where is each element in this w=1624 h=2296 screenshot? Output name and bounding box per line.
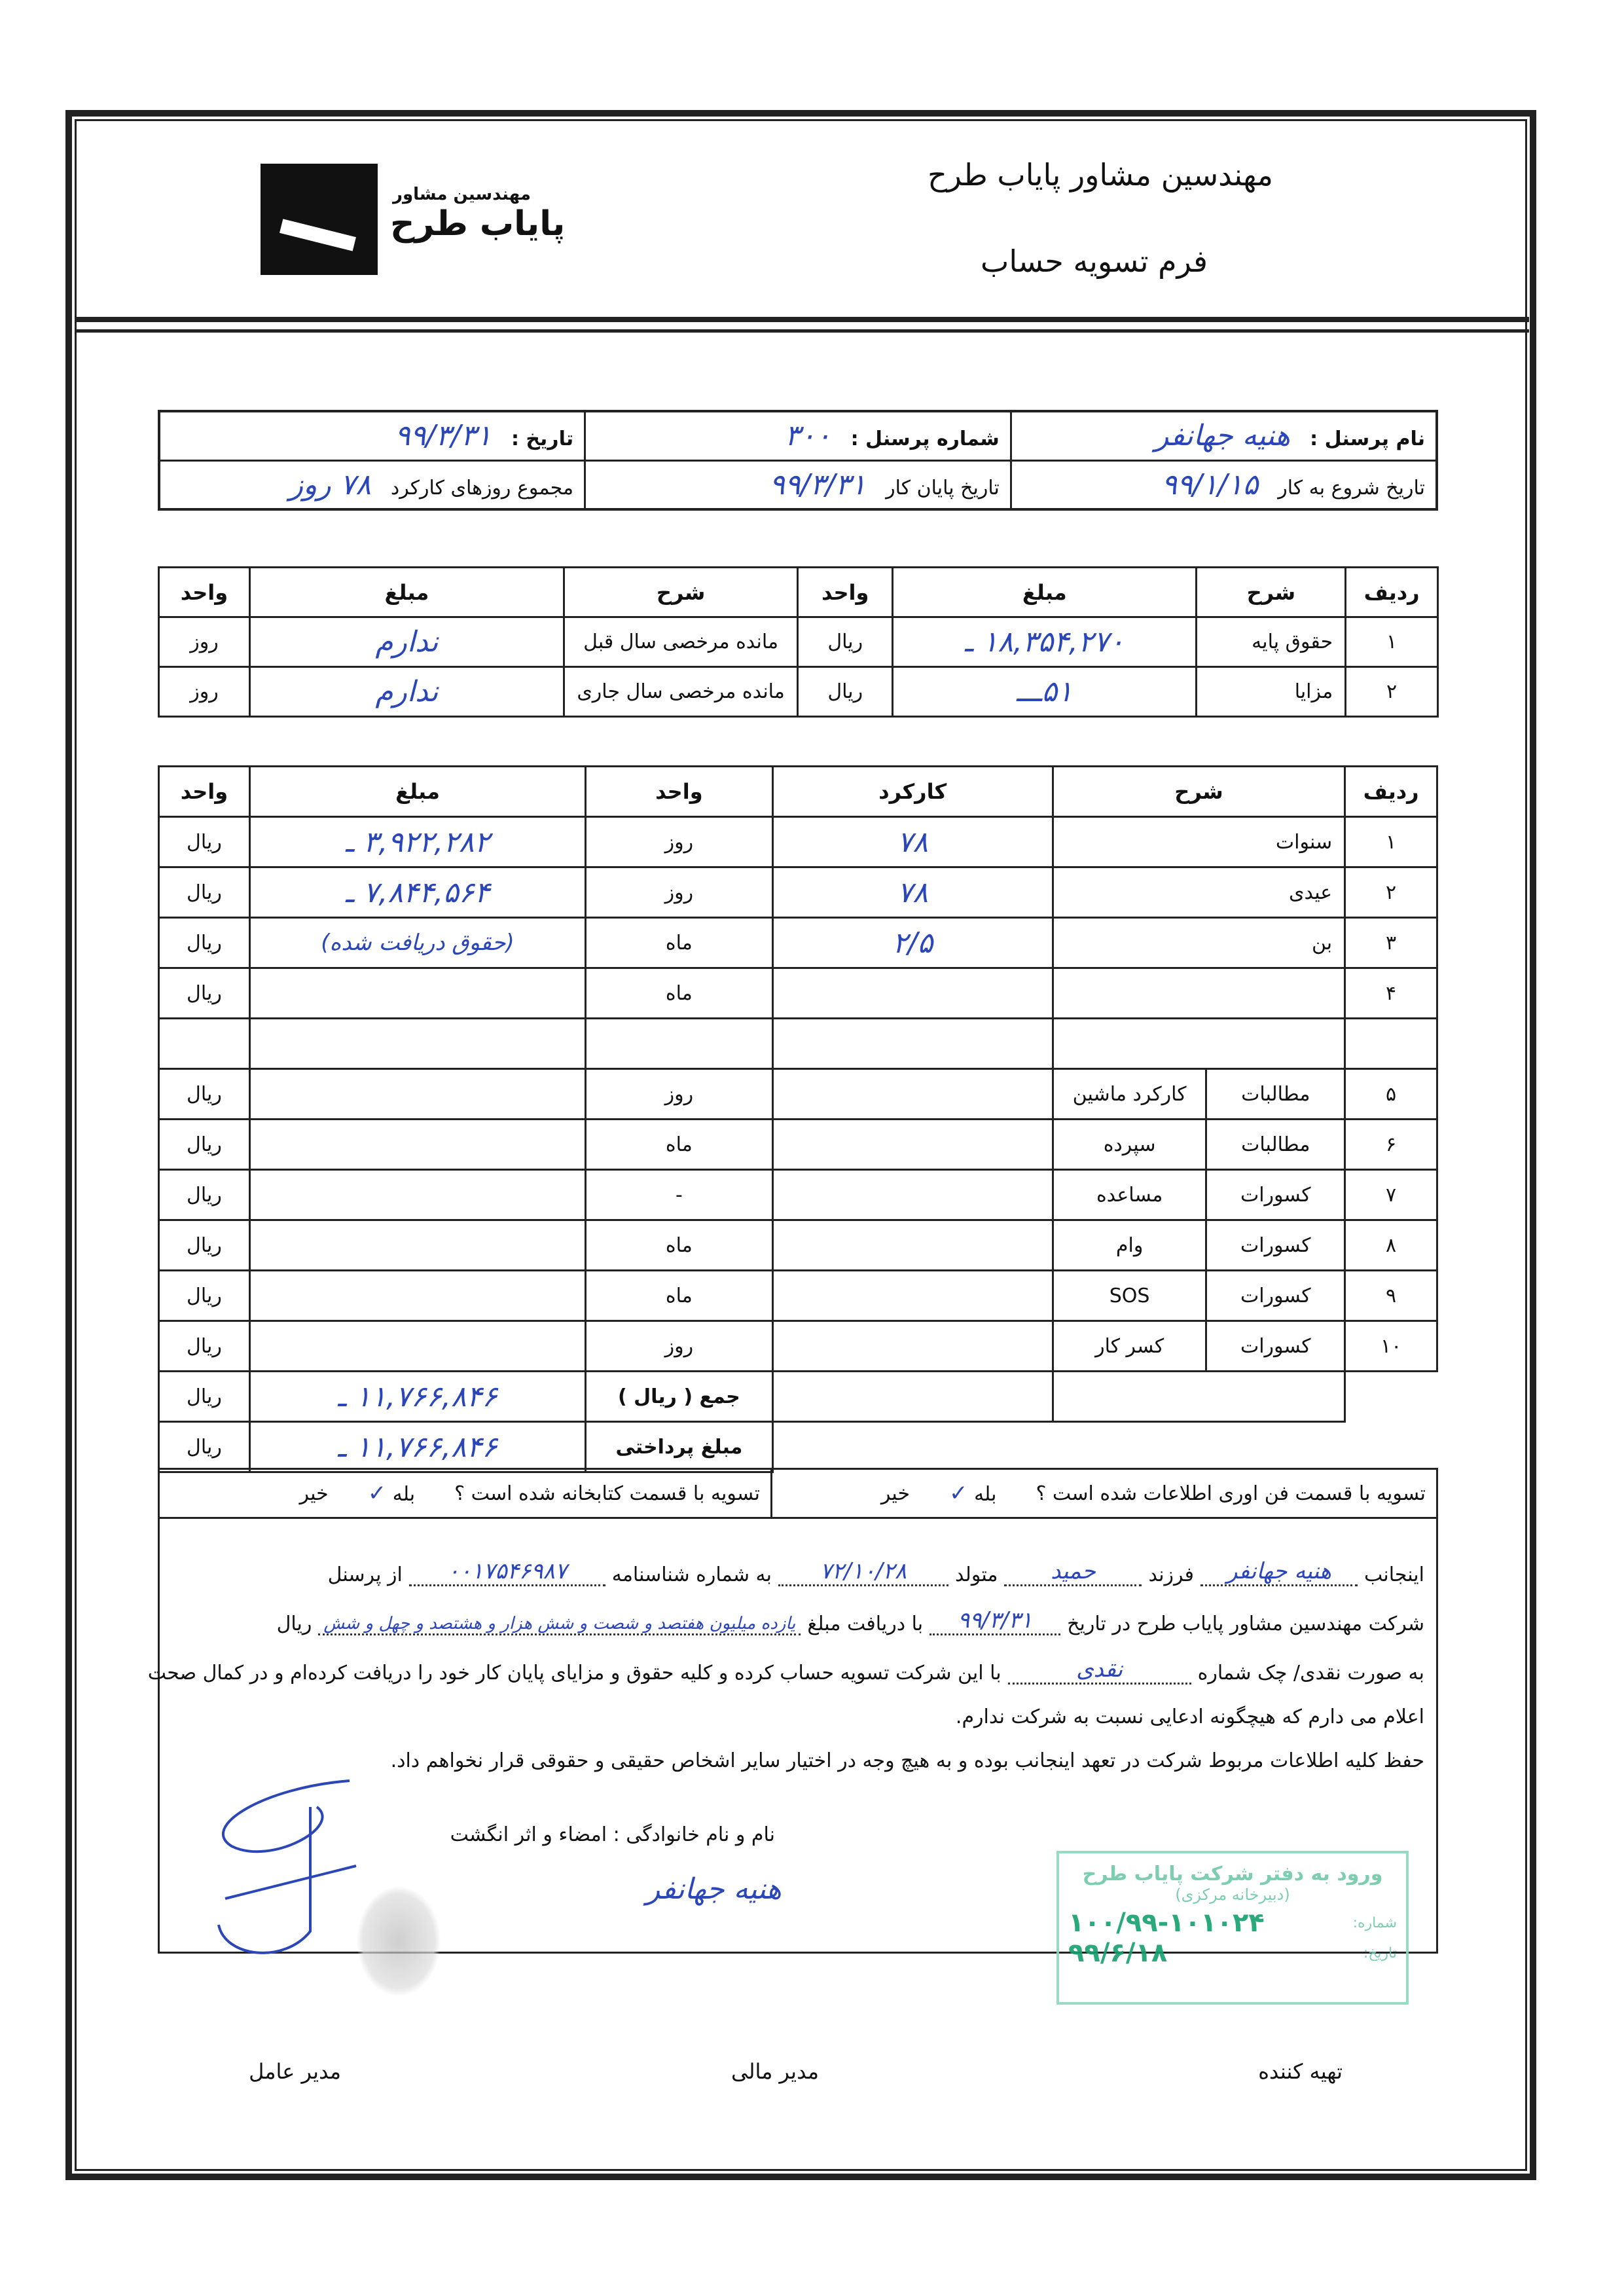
finance-manager-label: مدیر مالی (731, 2059, 819, 2084)
statement-text: به شماره شناسنامه (611, 1563, 772, 1586)
row-currency: ریال (159, 1170, 250, 1220)
name-cell[interactable] (1011, 411, 1437, 460)
row-currency: ریال (159, 1120, 250, 1170)
stamp-title: ورود به دفتر شرکت پایاب طرح (1082, 1863, 1383, 1886)
row-category: مطالبات (1206, 1069, 1345, 1120)
row-amount[interactable]: ۳,۹۲۲,۲۸۲ ـ (249, 817, 585, 867)
check-mark-icon: ✓ (367, 1480, 387, 1506)
sum-row (159, 1372, 1437, 1422)
settlement-items-table (158, 765, 1438, 1473)
start-label: تاریخ شروع به کار (1278, 476, 1425, 500)
row-number: ۳ (1345, 918, 1437, 968)
row-amount[interactable]: ندارم (249, 617, 564, 667)
registry-stamp (1056, 1851, 1409, 2005)
col-header: مبلغ (249, 767, 585, 817)
row-worked[interactable] (772, 968, 1053, 1019)
row-unit: روز (586, 867, 773, 918)
row-number: ۸ (1345, 1220, 1437, 1271)
statement-text: از پرسنل (327, 1563, 403, 1586)
payment-label: مبلغ پرداختی (586, 1422, 773, 1472)
col-header: ردیف (1346, 568, 1438, 617)
row-category: کسورات (1206, 1220, 1345, 1271)
table-row (159, 918, 1437, 968)
row-number: ۱۰ (1345, 1321, 1437, 1372)
yes-label: بله (392, 1483, 416, 1506)
pnum-value: ۳۰۰ (784, 419, 831, 453)
row-amount[interactable]: (حقوق دریافت شده) (249, 918, 585, 968)
days-label: مجموع روزهای کارکرد (390, 476, 574, 500)
row-desc: مزایا (1197, 667, 1346, 717)
row-currency: ریال (159, 918, 250, 968)
row-unit: ریال (798, 617, 893, 667)
row-worked[interactable]: ۷۸ (772, 867, 1053, 918)
row-currency (159, 1019, 250, 1069)
yes-label: بله (974, 1483, 997, 1506)
it-question: تسویه با قسمت فن اوری اطلاعات شده است ؟ (1036, 1482, 1426, 1505)
statement-text: متولد (954, 1563, 998, 1586)
row-unit: ماه (586, 1271, 773, 1321)
row-amount[interactable]: ندارم (249, 667, 564, 717)
salary-leave-table (158, 566, 1439, 718)
stamp-subtitle: (دبیرخانه مرکزی) (1175, 1886, 1290, 1904)
col-header: واحد (159, 767, 250, 817)
row-number: ۲ (1345, 867, 1437, 918)
row-unit: - (586, 1170, 773, 1220)
row-currency: ریال (159, 1271, 250, 1321)
row-desc: مساعده (1053, 1170, 1206, 1220)
row-unit: روز (586, 1069, 773, 1120)
row-number: ۲ (1346, 667, 1438, 717)
company-name: مهندسین مشاور پایاب طرح (928, 157, 1273, 192)
row-worked[interactable] (772, 1069, 1053, 1120)
row-unit: ماه (586, 918, 773, 968)
table-row (159, 1019, 1437, 1069)
table-row (159, 1120, 1437, 1170)
signature-label: نام و نام خانوادگی : امضاء و اثر انگشت (450, 1823, 775, 1846)
row-number: ۱ (1345, 817, 1437, 867)
row-desc: بن (1053, 918, 1344, 968)
statement-text: با این شرکت تسویه حساب کرده و کلیه حقوق و مزایای پایان کار خود را دریافت کرده‌ام و در کمال صحت (147, 1662, 1001, 1685)
table-row (159, 1220, 1437, 1271)
handwritten-name: هنیه جهانفر (645, 1872, 782, 1906)
statement-text: شرکت مهندسین مشاور پایاب طرح در تاریخ (1067, 1613, 1424, 1635)
row-currency: ریال (159, 968, 250, 1019)
end-label: تاریخ پایان کار (886, 476, 1000, 500)
row-amount[interactable] (249, 1170, 585, 1220)
end-cell[interactable] (585, 460, 1011, 509)
stamp-date: ۹۹/۶/۱۸ (1068, 1938, 1168, 1968)
stamp-number: ۱۰۰/۹۹-۱۰۱۰۲۴ (1068, 1908, 1265, 1938)
payment-method-field[interactable]: نقدی (1008, 1656, 1191, 1685)
row-worked[interactable] (772, 1120, 1053, 1170)
sum-currency: ریال (159, 1372, 250, 1422)
row-amount[interactable] (249, 1069, 585, 1120)
date-cell[interactable] (159, 411, 585, 460)
payment-row (159, 1422, 1437, 1472)
table-row (159, 1069, 1437, 1120)
date-value: ۹۹/۳/۳۱ (395, 419, 492, 453)
employee-name-field[interactable]: هنیه جهانفر (1200, 1558, 1358, 1586)
row-desc: SOS (1053, 1271, 1206, 1321)
date-label: تاریخ : (511, 428, 574, 451)
row-amount[interactable] (249, 1120, 585, 1170)
col-header: شرح (1053, 767, 1344, 817)
pnum-label: شماره پرسنل : (850, 428, 1000, 451)
row-number: ۵ (1345, 1069, 1437, 1120)
row-desc (1053, 1019, 1344, 1069)
row-amount[interactable] (249, 968, 585, 1019)
col-header: مبلغ (249, 568, 564, 617)
table-row (159, 617, 1438, 667)
check-mark-icon: ✓ (949, 1480, 968, 1506)
it-no-option[interactable]: خیر (880, 1482, 911, 1505)
fingerprint-icon (356, 1886, 441, 1997)
row-currency: ریال (159, 1069, 250, 1120)
clearance-row (158, 1468, 1438, 1519)
birth-date-field[interactable]: ۷۲/۱۰/۲۸ (778, 1558, 948, 1586)
sum-label: جمع ( ریال ) (586, 1372, 773, 1422)
father-name-field[interactable]: حمید (1004, 1558, 1142, 1586)
name-label: نام پرسنل : (1310, 428, 1425, 451)
preparer-signature-label: تهیه کننده (1258, 2059, 1343, 2084)
col-header: ردیف (1345, 767, 1437, 817)
row-unit: ریال (798, 667, 893, 717)
statement-text: ریال (276, 1613, 312, 1635)
statement-text: به صورت نقدی/ چک شماره (1197, 1662, 1424, 1685)
row-currency: ریال (159, 867, 250, 918)
row-desc: سپرده (1053, 1120, 1206, 1170)
row-unit: روز (586, 1321, 773, 1372)
employee-info-table (158, 410, 1438, 511)
row-number: ۱ (1346, 617, 1438, 667)
row-desc: کسر کار (1053, 1321, 1206, 1372)
row-currency: ریال (159, 817, 250, 867)
row-unit: ماه (586, 968, 773, 1019)
table-row (159, 1321, 1437, 1372)
row-desc: حقوق پایه (1197, 617, 1346, 667)
library-yes-option[interactable] (368, 1480, 415, 1506)
amount-words-field[interactable]: یازده میلیون هفتصد و شصت و شش هزار و هشتصد و چهل و شش (318, 1614, 801, 1635)
row-unit: روز (159, 667, 250, 717)
start-value: ۹۹/۱/۱۵ (1161, 467, 1259, 501)
end-value: ۹۹/۳/۳۱ (769, 467, 867, 501)
col-header: واحد (159, 568, 250, 617)
statement-text: اینجانب (1363, 1563, 1424, 1586)
row-desc: عیدی (1053, 867, 1344, 918)
row-desc: مانده مرخصی سال جاری (564, 667, 797, 717)
row-number: ۹ (1345, 1271, 1437, 1321)
library-no-option[interactable]: خیر (299, 1482, 329, 1505)
row-currency: ریال (159, 1220, 250, 1271)
table-row (159, 1271, 1437, 1321)
stamp-number-label: شماره: (1352, 1914, 1397, 1931)
row-currency: ریال (159, 1321, 250, 1372)
days-cell[interactable] (159, 460, 585, 509)
col-header: کارکرد (772, 767, 1053, 817)
row-worked[interactable] (772, 1271, 1053, 1321)
table-row (159, 667, 1438, 717)
statement-text: حفظ کلیه اطلاعات مربوط شرکت در تعهد اینجانب بوده و به هیچ وجه در اختیار سایر اشخاص حقیقی و حقوقی قرار نخواهم داد. (390, 1749, 1424, 1772)
logo-subtext: مهندسین مشاور (393, 185, 531, 204)
row-category: کسورات (1206, 1170, 1345, 1220)
row-category: کسورات (1206, 1271, 1345, 1321)
statement-text: فرزند (1148, 1563, 1194, 1586)
col-header: مبلغ (893, 568, 1197, 617)
row-unit: روز (586, 817, 773, 867)
row-number (1345, 1019, 1437, 1069)
row-unit: روز (159, 617, 250, 667)
sum-value[interactable]: ۱۱,۷۶۶,۸۴۶ ـ (249, 1372, 585, 1422)
payment-value[interactable]: ۱۱,۷۶۶,۸۴۶ ـ (249, 1422, 585, 1472)
row-category: مطالبات (1206, 1120, 1345, 1170)
row-amount[interactable] (249, 1220, 585, 1271)
row-desc: وام (1053, 1220, 1206, 1271)
row-unit: ماه (586, 1220, 773, 1271)
id-number-field[interactable]: ۰۰۱۷۵۴۶۹۸۷ (409, 1558, 605, 1586)
ceo-label: مدیر عامل (249, 2059, 341, 2084)
it-yes-option[interactable] (949, 1480, 996, 1506)
row-worked[interactable]: ۷۸ (772, 817, 1053, 867)
library-question: تسویه با قسمت کتابخانه شده است ؟ (454, 1482, 760, 1505)
row-unit (586, 1019, 773, 1069)
row-desc (1053, 968, 1344, 1019)
logo-text: پایاب طرح (390, 204, 566, 244)
statement-text: با دریافت مبلغ (807, 1613, 924, 1635)
table-row (159, 867, 1437, 918)
row-amount[interactable]: ۱۸,۳۵۴,۲۷۰ ـ (893, 617, 1197, 667)
library-clearance (160, 1470, 770, 1517)
table-row (159, 968, 1437, 1019)
row-amount[interactable] (249, 1321, 585, 1372)
row-desc: کارکرد ماشین (1053, 1069, 1206, 1120)
row-amount[interactable]: ۷,۸۴۴,۵۶۴ ـ (249, 867, 585, 918)
row-category: کسورات (1206, 1321, 1345, 1372)
start-cell[interactable] (1011, 460, 1437, 509)
col-header: شرح (1197, 568, 1346, 617)
days-value: ۷۸ روز (289, 467, 371, 501)
row-worked[interactable] (772, 1170, 1053, 1220)
row-desc: سنوات (1053, 817, 1344, 867)
table-row (159, 1170, 1437, 1220)
settlement-date-field[interactable]: ۹۹/۳/۳۱ (929, 1607, 1060, 1635)
row-unit: ماه (586, 1120, 773, 1170)
row-worked[interactable]: ۲/۵ (772, 918, 1053, 968)
row-worked[interactable] (772, 1019, 1053, 1069)
table-row (159, 817, 1437, 867)
row-number: ۷ (1345, 1170, 1437, 1220)
company-logo (261, 164, 378, 275)
row-worked[interactable] (772, 1220, 1053, 1271)
col-header: واحد (798, 568, 893, 617)
it-clearance (770, 1470, 1436, 1517)
row-number: ۴ (1345, 968, 1437, 1019)
row-amount[interactable] (249, 1019, 585, 1069)
form-title: فرم تسویه حساب (981, 244, 1208, 279)
row-amount[interactable] (249, 1271, 585, 1321)
name-value: هنیه جهانفر (1155, 419, 1291, 453)
col-header: شرح (564, 568, 797, 617)
payment-currency: ریال (159, 1422, 250, 1472)
statement-text: اعلام می دارم که هیچگونه ادعایی نسبت به شرکت ندارم. (955, 1705, 1424, 1728)
stamp-date-label: تاریخ: (1363, 1944, 1397, 1961)
pnum-cell[interactable] (585, 411, 1011, 460)
row-worked[interactable] (772, 1321, 1053, 1372)
row-number: ۶ (1345, 1120, 1437, 1170)
row-amount[interactable]: ۵۱ـــ (893, 667, 1197, 717)
row-desc: مانده مرخصی سال قبل (564, 617, 797, 667)
col-header: واحد (586, 767, 773, 817)
